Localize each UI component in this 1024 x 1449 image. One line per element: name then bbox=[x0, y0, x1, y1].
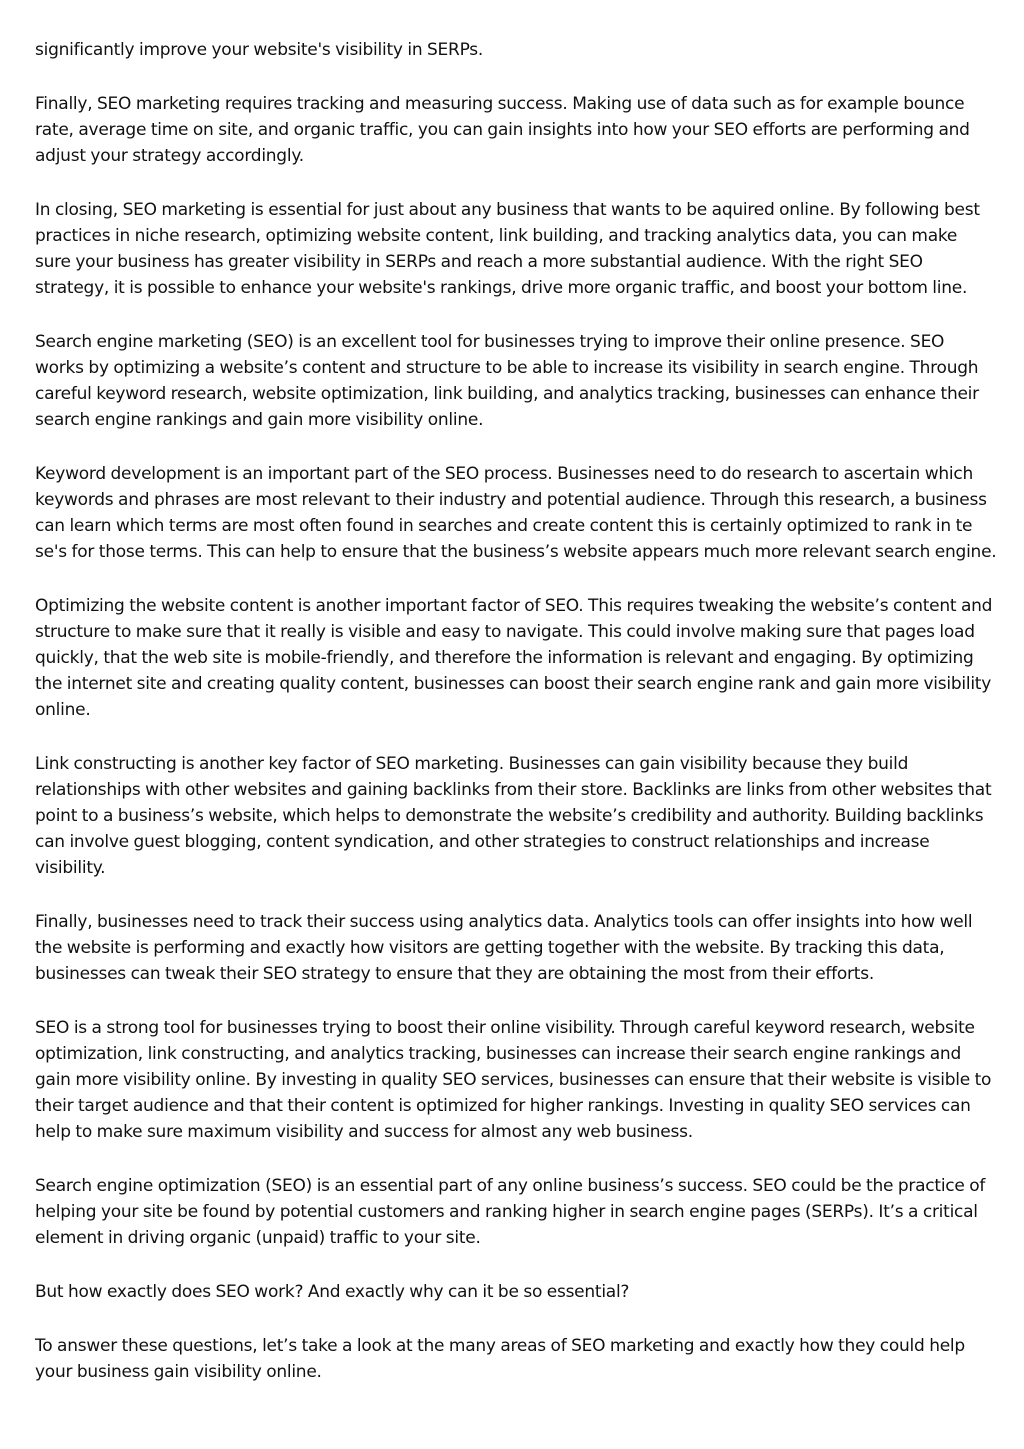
paragraph: Optimizing the website content is another important factor of SEO. This requires tweaking the website’s content and structure to make sure that it really is visible and easy to navigate. This could involve making sure that pages load quickly, that the web site is mobile-friendly, and therefore the information is relevant and engaging. By optimizing the internet site and creating quality content, businesses can boost their search engine rank and gain more visibility online. bbox=[35, 596, 993, 720]
paragraph: significantly improve your website's visibility in SERPs. bbox=[35, 40, 484, 60]
paragraph: Keyword development is an important part of the SEO process. Businesses need to do research to ascertain which keywords and phrases are most relevant to their industry and potential audience. Through this research, a business can learn which terms are most often found in searches and create content this is certainly optimized to rank in te se's for those terms. This can help to ensure that the business’s website appears much more relevant search engine. bbox=[35, 464, 997, 562]
paragraph: To answer these questions, let’s take a look at the many areas of SEO marketing and exactly how they could help your business gain visibility online. bbox=[35, 1336, 965, 1382]
paragraph: Search engine optimization (SEO) is an essential part of any online business’s success. SEO could be the practice of helping your site be found by potential customers and ranking higher in search engine pages (SERPs). It’s a critical element in driving organic (unpaid) traffic to your site. bbox=[35, 1176, 986, 1248]
paragraph: SEO is a strong tool for businesses trying to boost their online visibility. Through careful keyword research, website optimization, link constructing, and analytics tracking, businesses can increase their search engine rankings and gain more visibility online. By investing in quality SEO services, businesses can ensure that their website is visible to their target audience and that their content is optimized for higher rankings. Investing in quality SEO services can help to make sure maximum visibility and success for almost any web business. bbox=[35, 1018, 992, 1142]
paragraph: In closing, SEO marketing is essential for just about any business that wants to be aquired online. By following best practices in niche research, optimizing website content, link building, and tracking analytics data, you can make sure your business has greater visibility in SERPs and reach a more substantial audience. With the right SEO strategy, it is possible to enhance your website's rankings, drive more organic traffic, and boost your bottom line. bbox=[35, 200, 980, 298]
paragraph: Search engine marketing (SEO) is an excellent tool for businesses trying to improve their online presence. SEO works by optimizing a website’s content and structure to be able to increase its visibility in search engine. Through careful keyword research, website optimization, link building, and analytics tracking, businesses can enhance their search engine rankings and gain more visibility online. bbox=[35, 332, 979, 430]
paragraph: But how exactly does SEO work? And exactly why can it be so essential? bbox=[35, 1282, 630, 1302]
paragraph: Finally, SEO marketing requires tracking and measuring success. Making use of data such as for example bounce rate, average time on site, and organic traffic, you can gain insights into how your SEO efforts are performing and adjust your strategy accordingly. bbox=[35, 94, 970, 166]
document-body bbox=[35, 37, 997, 1413]
paragraph: Finally, businesses need to track their success using analytics data. Analytics tools can offer insights into how well the website is performing and exactly how visitors are getting together with the website. By tracking this data, businesses can tweak their SEO strategy to ensure that they are obtaining the most from their efforts. bbox=[35, 912, 973, 984]
paragraph: Link constructing is another key factor of SEO marketing. Businesses can gain visibility because they build relationships with other websites and gaining backlinks from their store. Backlinks are links from other websites that point to a business’s website, which helps to demonstrate the website’s credibility and authority. Building backlinks can involve guest blogging, content syndication, and other strategies to construct relationships and increase visibility. bbox=[35, 754, 992, 878]
